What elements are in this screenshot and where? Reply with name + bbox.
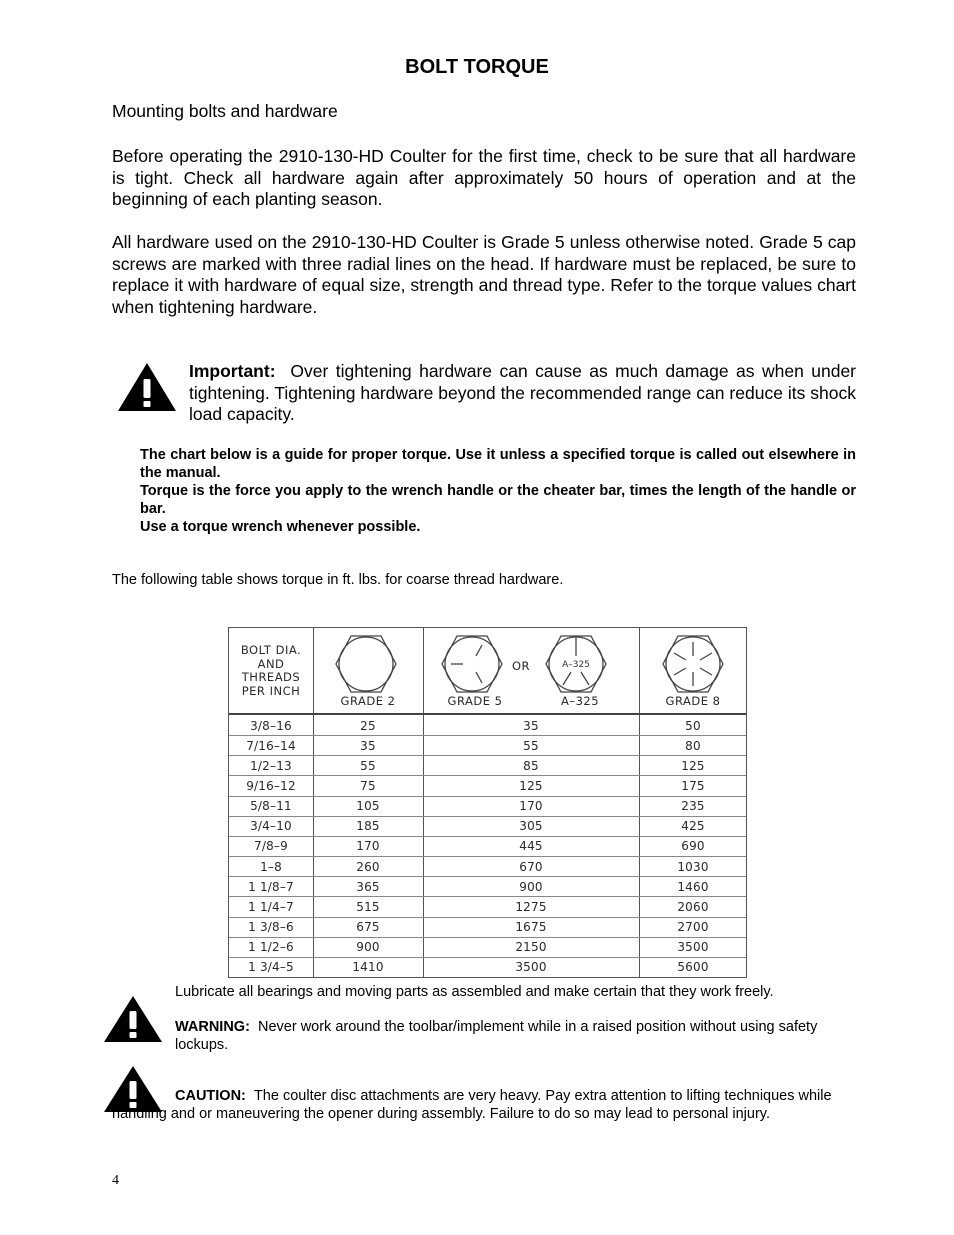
grade-5-torque-cell: 85	[523, 758, 539, 773]
grade-2-bolt-head-icon	[335, 634, 397, 694]
grade-5-torque-cell: 1275	[515, 899, 547, 914]
grade-2-torque-cell: 515	[356, 899, 380, 914]
chart-note-line1: The chart below is a guide for proper torque. Use it unless a specified torque is called out elsewhere in the manual.	[140, 447, 856, 481]
a325-head-marking: A–325	[562, 660, 590, 670]
grade-5-bolt-head-icon	[441, 634, 503, 694]
grade-8-torque-cell: 2060	[677, 899, 709, 914]
bolt-size-cell: 5/8–11	[250, 799, 292, 814]
caution-label: CAUTION:	[175, 1088, 246, 1104]
caution-text: The coulter disc attachments are very heavy. Pay extra attention to lifting techniques while handling and or maneuvering the opener during assembly. Failure to do so may lead to personal injury.	[112, 1088, 832, 1122]
grade-2-torque-cell: 185	[356, 819, 380, 834]
a325-bolt-head-icon	[545, 634, 607, 694]
grade-5-torque-cell: 305	[519, 819, 543, 834]
header-a325: A–325	[560, 694, 600, 708]
paragraph-initial-check: Before operating the 2910-130-HD Coulter for the first time, check to be sure that all hardware is tight. Check all hardware again after approximately 50 hours of operation and at the beginning of each planting season.	[112, 146, 856, 209]
header-grade-5: GRADE 5	[447, 694, 503, 708]
bolt-size-cell: 1–8	[260, 859, 282, 874]
warning-label: WARNING:	[175, 1019, 250, 1035]
bolt-size-cell: 9/16–12	[246, 778, 296, 793]
header-grade-2: GRADE 2	[340, 694, 396, 708]
grade-8-torque-cell: 1460	[677, 879, 709, 894]
caution-note	[112, 1087, 862, 1123]
grade-2-torque-cell: 75	[360, 778, 376, 793]
grade-5-torque-cell: 170	[519, 799, 543, 814]
bolt-size-cell: 1 1/2–6	[248, 940, 294, 955]
page-title: BOLT TORQUE	[405, 56, 549, 78]
grade-2-torque-cell: 170	[356, 839, 380, 854]
bolt-size-cell: 1 1/4–7	[248, 899, 294, 914]
grade-8-torque-cell: 125	[681, 758, 705, 773]
lubricate-note: Lubricate all bearings and moving parts as assembled and make certain that they work freely.	[175, 984, 774, 1000]
paragraph-hardware-grade: All hardware used on the 2910-130-HD Coulter is Grade 5 unless otherwise noted. Grade 5 cap screws are marked with three radial lines on the head. If hardware must be replaced, be sure to replace it with hardware of equal size, strength and thread type. Refer to the torque values chart when tightening hardware.	[112, 232, 856, 317]
grade-2-torque-cell: 35	[360, 738, 376, 753]
important-note	[189, 361, 856, 426]
grade-8-torque-cell: 235	[681, 799, 705, 814]
bolt-size-cell: 3/8–16	[250, 718, 292, 733]
grade-8-torque-cell: 690	[681, 839, 705, 854]
grade-2-torque-cell: 675	[356, 920, 380, 934]
grade-5-torque-cell: 2150	[515, 940, 547, 955]
grade-5-torque-cell: 900	[519, 879, 543, 894]
header-bolt-dia: BOLT DIA. AND THREADS PER INCH	[240, 643, 302, 698]
grade-5-torque-cell: 1675	[515, 920, 547, 934]
bolt-size-cell: 1/2–13	[250, 758, 292, 773]
grade-8-torque-cell: 50	[685, 718, 701, 733]
grade-2-torque-cell: 25	[360, 718, 376, 733]
warning-triangle-icon	[117, 362, 177, 412]
bolt-size-cell: 3/4–10	[250, 819, 292, 834]
page-number: 4	[112, 1173, 119, 1188]
grade-8-torque-cell: 5600	[677, 960, 709, 975]
table-header-divider	[229, 713, 746, 715]
bolt-size-cell: 1 3/8–6	[248, 920, 294, 934]
torque-table	[228, 627, 747, 978]
header-or: OR	[511, 659, 531, 673]
header-grade-8: GRADE 8	[665, 694, 721, 708]
grade-8-torque-cell: 1030	[677, 859, 709, 874]
bolt-size-cell: 1 1/8–7	[248, 879, 294, 894]
grade-8-torque-cell: 80	[685, 738, 701, 753]
grade-2-torque-cell: 1410	[352, 960, 384, 975]
grade-2-torque-cell: 55	[360, 758, 376, 773]
chart-note-line3: Use a torque wrench whenever possible.	[140, 519, 421, 535]
grade-8-torque-cell: 425	[681, 819, 705, 834]
grade-2-torque-cell: 365	[356, 879, 380, 894]
subtitle: Mounting bolts and hardware	[112, 101, 338, 121]
grade-5-torque-cell: 3500	[515, 960, 547, 975]
grade-5-torque-cell: 670	[519, 859, 543, 874]
grade-5-torque-cell: 35	[523, 718, 539, 733]
grade-8-bolt-head-icon	[662, 634, 724, 694]
grade-5-torque-cell: 125	[519, 778, 543, 793]
important-text: Over tightening hardware can cause as much damage as when under tightening. Tightening hardware beyond the recommended range can reduce its shock load capacity.	[189, 361, 856, 424]
grade-8-torque-cell: 3500	[677, 940, 709, 955]
table-intro: The following table shows torque in ft. lbs. for coarse thread hardware.	[112, 572, 564, 588]
chart-note-line2: Torque is the force you apply to the wrench handle or the cheater bar, times the length of the handle or bar.	[140, 483, 856, 517]
grade-5-torque-cell: 55	[523, 738, 539, 753]
chart-note	[140, 446, 856, 536]
warning-note	[175, 1018, 835, 1054]
important-label: Important:	[189, 361, 276, 381]
grade-2-torque-cell: 900	[356, 940, 380, 955]
bolt-size-cell: 1 3/4–5	[248, 960, 294, 975]
grade-8-torque-cell: 175	[681, 778, 705, 793]
warning-text: Never work around the toolbar/implement while in a raised position without using safety lockups.	[175, 1019, 818, 1053]
bolt-size-cell: 7/16–14	[246, 738, 296, 753]
grade-2-torque-cell: 260	[356, 859, 380, 874]
warning-triangle-icon	[103, 995, 163, 1043]
bolt-size-cell: 7/8–9	[254, 839, 288, 854]
grade-2-torque-cell: 105	[356, 799, 380, 814]
grade-5-torque-cell: 445	[519, 839, 543, 854]
grade-8-torque-cell: 2700	[677, 920, 709, 934]
